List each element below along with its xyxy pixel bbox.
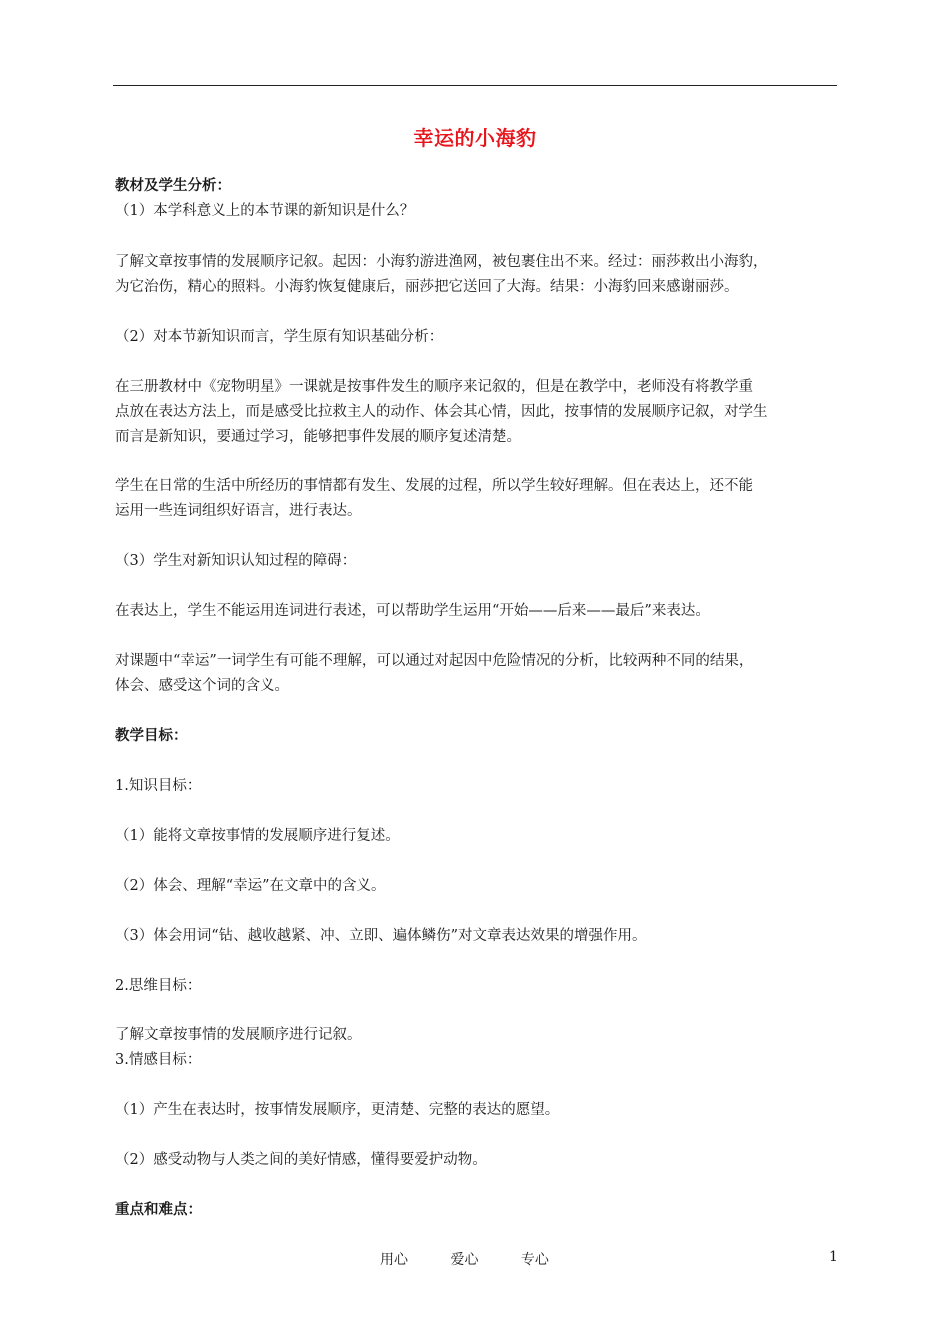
goal-1-item-2: （2）体会、理解“幸运”在文章中的含义。 [115, 878, 386, 894]
paragraph-3-line-2: 运用一些连词组织好语言，进行表达。 [115, 503, 362, 519]
question-2: （2）对本节新知识而言，学生原有知识基础分析： [115, 329, 444, 345]
key-points-heading: 重点和难点： [115, 1202, 202, 1218]
paragraph-4: 在表达上，学生不能运用连词进行表述，可以帮助学生运用“开始——后来——最后”来表达。 [115, 603, 710, 619]
header-rule [113, 85, 837, 86]
question-1: （1）本学科意义上的本节课的新知识是什么？ [115, 203, 415, 219]
footer-mottos [380, 1249, 587, 1269]
goal-1-item-3: （3）体会用词“钻、越收越紧、冲、立即、遍体鳞伤”对文章表达效果的增强作用。 [115, 928, 647, 944]
goal-3-item-1: （1）产生在表达时，按事情发展顺序，更清楚、完整的表达的愿望。 [115, 1102, 560, 1118]
document-title: 幸运的小海豹 [413, 126, 537, 150]
footer-motto-3: 专心 [520, 1252, 549, 1268]
page-number: 1 [829, 1249, 838, 1265]
footer-motto-2: 爱心 [450, 1252, 479, 1268]
question-3: （3）学生对新知识认知过程的障碍： [115, 553, 357, 569]
goal-1-heading: 1.知识目标： [115, 778, 202, 794]
paragraph-2-line-3: 而言是新知识，要通过学习，能够把事件发展的顺序复述清楚。 [115, 429, 521, 445]
paragraph-3-line-1: 学生在日常的生活中所经历的事情都有发生、发展的过程，所以学生较好理解。但在表达上，还不能 [115, 478, 753, 494]
goal-3-item-2: （2）感受动物与人类之间的美好情感，懂得要爱护动物。 [115, 1152, 487, 1168]
footer-motto-1: 用心 [380, 1252, 408, 1268]
paragraph-5-line-2: 体会、感受这个词的含义。 [115, 678, 289, 694]
analysis-heading: 教材及学生分析： [115, 178, 231, 194]
goal-1-item-1: （1）能将文章按事情的发展顺序进行复述。 [115, 828, 400, 844]
goal-3-heading: 3.情感目标： [115, 1052, 202, 1068]
paragraph-5-line-1: 对课题中“幸运”一词学生有可能不理解，可以通过对起因中危险情况的分析，比较两种不同的结果， [115, 653, 754, 669]
goal-2-heading: 2.思维目标： [115, 978, 202, 994]
goal-2-item-1: 了解文章按事情的发展顺序进行记叙。 [115, 1027, 362, 1043]
paragraph-1-line-1: 了解文章按事情的发展顺序记叙。起因：小海豹游进渔网，被包裹住出不来。经过：丽莎救出小海豹， [115, 254, 768, 270]
paragraph-2-line-1: 在三册教材中《宠物明星》一课就是按事件发生的顺序来记叙的，但是在教学中，老师没有将教学重 [115, 379, 753, 395]
paragraph-1-line-2: 为它治伤，精心的照料。小海豹恢复健康后，丽莎把它送回了大海。结果：小海豹回来感谢丽莎。 [115, 279, 739, 295]
goals-heading: 教学目标： [115, 728, 188, 744]
paragraph-2-line-2: 点放在表达方法上，而是感受比拉救主人的动作、体会其心情，因此，按事情的发展顺序记叙，对学生 [115, 404, 768, 420]
